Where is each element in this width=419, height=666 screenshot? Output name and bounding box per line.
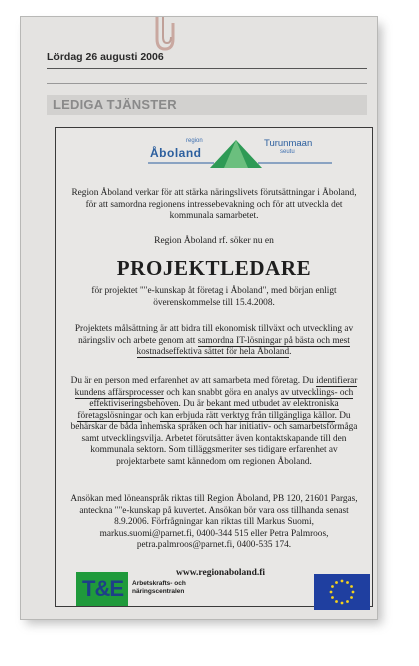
te-logo-letters: T&E (82, 576, 123, 601)
project-paragraph: för projektet ""e-kunskap åt företag i Åboland", med början enligt överenskommelse till 15.4.2008. (91, 286, 337, 308)
eu-star (346, 581, 349, 584)
seeks-line: Region Åboland rf. söker nu en (154, 236, 274, 246)
aim-text: Projektets målsättning är att bidra till ekonomisk tillväxt och utveckling av näringsliv och arbete genom att (74, 324, 354, 346)
profile-text-1: Du är en person med erfarenhet av att samarbeta med företag. Du (70, 376, 317, 386)
aim-underlined: samordna IT-lösningar på bästa och mest kostnadseffektiva sättet för hela Åboland (136, 335, 350, 357)
intro-paragraph: Region Åboland verkar för att stärka näringslivets förutsättningar i Åboland, för att samordna regionens intressebevakning och för att utveckla det kommunala samarbetet. (71, 188, 357, 221)
job-advertisement (55, 127, 373, 607)
header-rule-thin (47, 83, 367, 84)
section-title: LEDIGA TJÄNSTER (53, 97, 177, 112)
te-logo-line-2: näringscentralen (132, 588, 185, 595)
profile-paragraph (66, 376, 362, 468)
application-paragraph: Ansökan med löneanspråk riktas till Region Åboland, PB 120, 21601 Pargas, anteckna ""e-kunskap på kuvertet. Ansökan bör vara oss tillhanda senast 8.9.2006. Förfrågningar kan riktas till Markus Suomi, markus.suomi@parnet.fi, 0400-344 515 eller Petra Palmroos, petra.palmroos@parnet.fi, 0400-535 174. (70, 494, 358, 550)
te-logo-text (132, 580, 202, 596)
eu-star (335, 600, 338, 603)
profile-text-4: och (141, 410, 161, 421)
profile-underline-3: bekant med utbudet av elektroniska företagslösningar (77, 399, 339, 421)
eu-star (335, 581, 338, 584)
eu-stars (314, 574, 370, 610)
eu-star (341, 580, 344, 583)
eu-star (350, 585, 353, 588)
te-logo-line-1: Arbetskrafts- och (132, 580, 186, 587)
profile-underline-1: identifierar kundens affärsprocesser (74, 376, 358, 398)
profile-underline-2: av utvecklings- och effektiviseringsbehoven (89, 387, 354, 409)
website-link[interactable]: www.regionaboland.fi (176, 568, 266, 578)
logo-turunmaan-text: Turunmaan (264, 138, 313, 149)
profile-underline-4: kan erbjuda rätt verktyg från tillgängliga källor (160, 410, 335, 421)
eu-star (341, 602, 344, 605)
region-aboland-logo (144, 136, 334, 172)
eu-star (331, 585, 334, 588)
logo-region-text: region (186, 138, 203, 144)
profile-text-3: . Du är (178, 399, 207, 409)
profile-text-2: och kan snabbt göra en analys (164, 387, 281, 398)
header-rule (47, 68, 367, 69)
aim-end: . (289, 347, 292, 357)
eu-star (352, 591, 355, 594)
logo-aboland-text: Åboland (150, 146, 202, 160)
te-centre-logo (76, 572, 186, 612)
profile-text-5: . Du behärskar de båda inhemska språken och har initiativ- och samarbetsförmåga samt utvecklingsvilja. Arbetet förutsätter även kontaktskapande till den kommunala sektorn. Som tilläggsmeriter ses tidigare erfarenhet av projektarbete samt kännedom om regionen Åboland. (70, 410, 358, 467)
eu-star (350, 596, 353, 599)
aim-paragraph (66, 324, 362, 359)
eu-flag-icon (314, 574, 370, 610)
eu-star (330, 591, 333, 594)
logo-seutu-text: seutu (280, 149, 295, 155)
eu-star (331, 596, 334, 599)
newspaper-date: Lördag 26 augusti 2006 (47, 51, 164, 63)
job-title: PROJEKTLEDARE (116, 256, 312, 280)
newspaper-clipping (20, 16, 378, 620)
eu-star (346, 600, 349, 603)
